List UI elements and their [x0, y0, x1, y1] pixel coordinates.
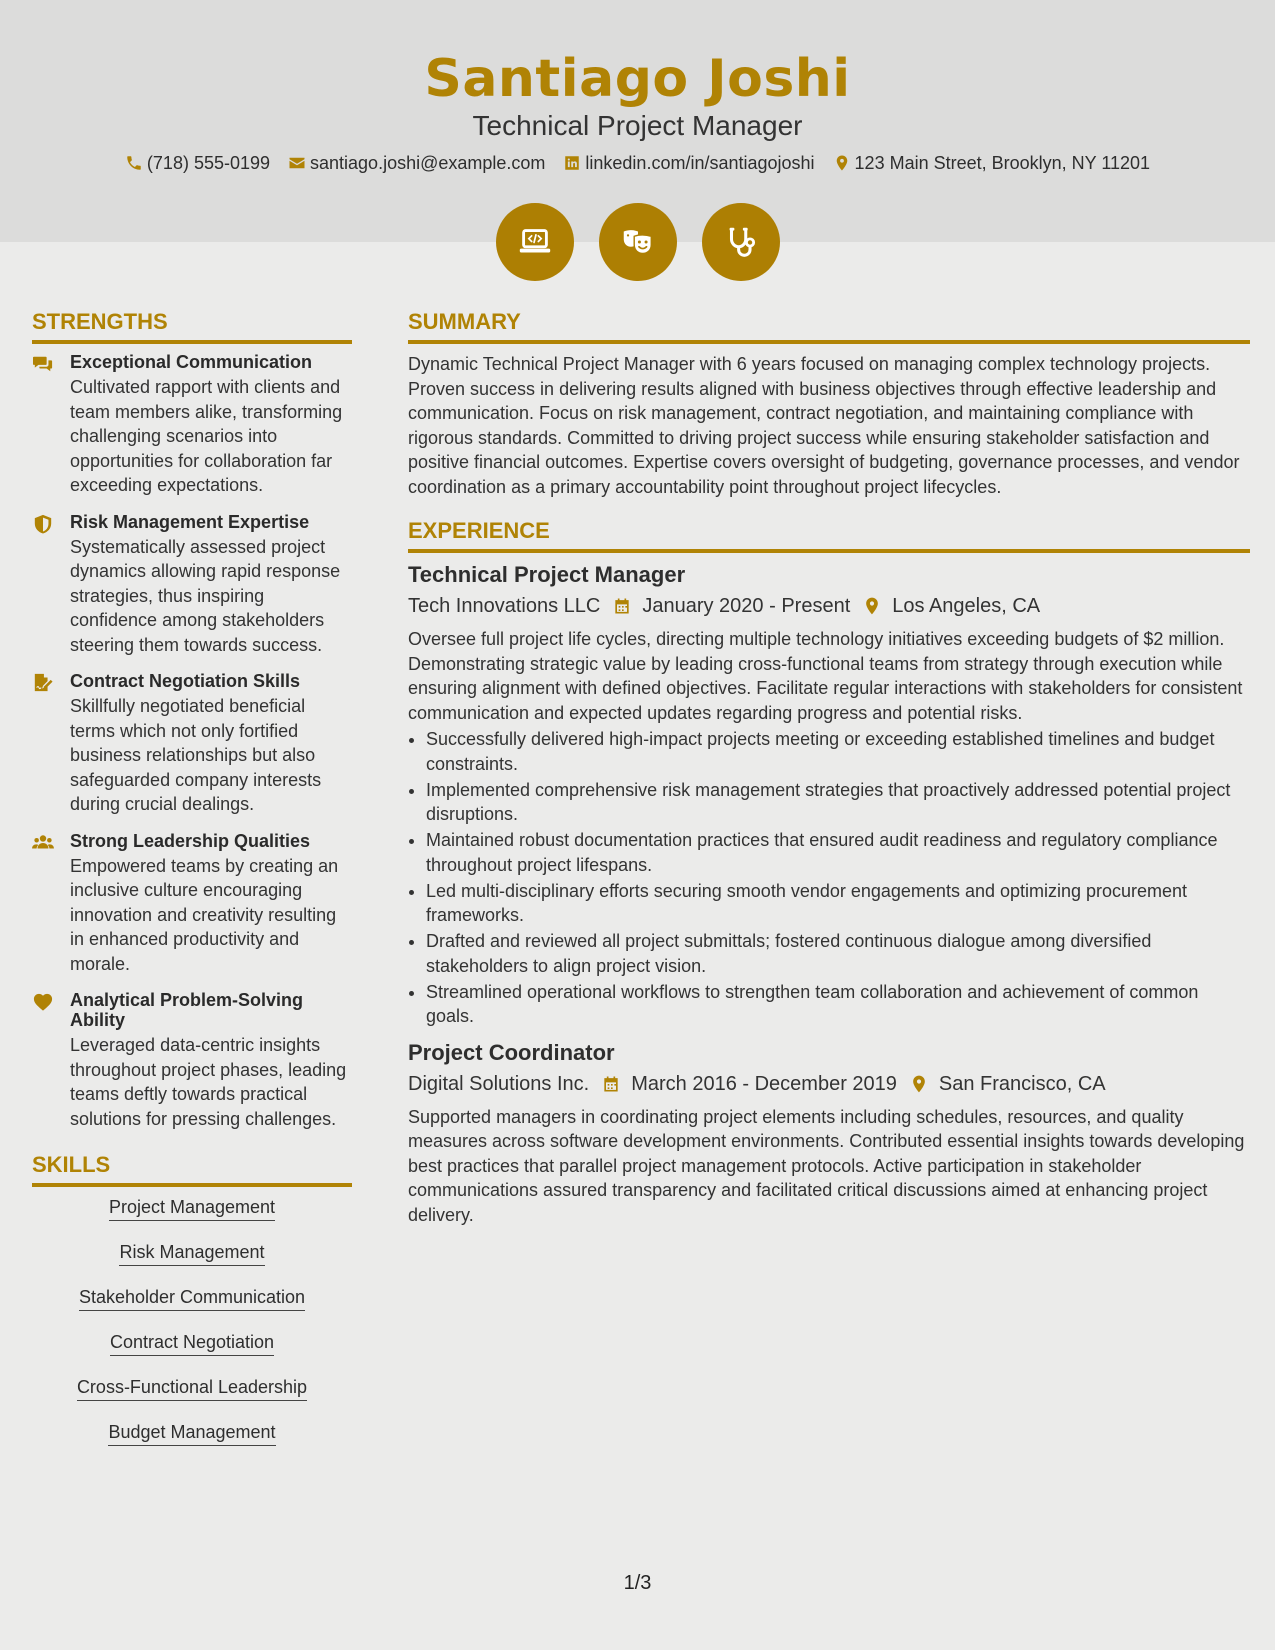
- theater-masks-badge: [599, 203, 677, 281]
- strength-item: [32, 990, 352, 1131]
- achievement-item: • Drafted and reviewed all project submittals; fostered continuous dialogue among diversified stakeholders to align project vision.: [426, 929, 1250, 978]
- job-dates: January 2020 - Present: [642, 595, 851, 617]
- linkedin-text: linkedin.com/in/santiagojoshi: [585, 153, 815, 173]
- strength-item: [32, 352, 352, 498]
- achievement-item: • Streamlined operational workflows to strengthen team collaboration and achievement of common goals.: [426, 980, 1250, 1029]
- job-location: Los Angeles, CA: [892, 595, 1041, 617]
- skill-tag: Stakeholder Communication: [79, 1285, 305, 1311]
- job-title: Project Coordinator: [408, 1039, 615, 1065]
- laptop-code-badge: [496, 203, 574, 281]
- contact-phone[interactable]: [125, 151, 270, 175]
- strength-desc: Empowered teams by creating an inclusive culture encouraging innovation and creativity resulting in enhanced productivity and morale.: [70, 855, 339, 974]
- job-meta: [408, 593, 1250, 619]
- linkedin-icon: [563, 154, 581, 172]
- candidate-role: Technical Project Manager: [472, 110, 803, 141]
- skills-heading: SKILLS: [32, 1151, 352, 1187]
- shield-icon: [32, 514, 54, 534]
- contact-bar: [0, 151, 1275, 175]
- strength-desc: Systematically assessed project dynamics allowing rapid response strategies, thus inspiring confidence among stakeholders steering them towards success.: [70, 536, 341, 655]
- stethoscope-badge: [702, 203, 780, 281]
- strength-desc: Cultivated rapport with clients and team members alike, transforming challenging scenarios into opportunities for collaboration far exceeding expectations.: [70, 377, 343, 495]
- job-entry: [408, 1039, 1250, 1228]
- envelope-icon: [288, 154, 306, 172]
- page-number: 1/3: [623, 1572, 652, 1594]
- masks-theater-icon: [619, 223, 657, 261]
- job-entry: [408, 561, 1250, 1029]
- strength-item: [32, 671, 352, 817]
- strength-title: Analytical Problem-Solving Ability: [70, 990, 304, 1030]
- skill-tag: Budget Management: [108, 1420, 275, 1446]
- experience-heading: EXPERIENCE: [408, 517, 1250, 553]
- strength-desc: Leveraged data-centric insights throughout project phases, leading teams deftly towards practical solutions for pressing challenges.: [70, 1035, 347, 1129]
- location-pin-icon: [862, 596, 882, 616]
- achievement-item: • Implemented comprehensive risk management strategies that proactively addressed potential project disruptions.: [426, 778, 1250, 827]
- calendar-icon: [612, 596, 632, 616]
- address-text: 123 Main Street, Brooklyn, NY 11201: [854, 153, 1151, 173]
- interest-badges: [0, 203, 1275, 281]
- heart-icon: [32, 992, 54, 1012]
- strength-desc: Skillfully negotiated beneficial terms which not only fortified business relationships but also safeguarded company interests during crucial dealings.: [70, 696, 322, 814]
- contact-address: [833, 151, 1151, 175]
- strength-item: [32, 512, 352, 658]
- strength-title: Strong Leadership Qualities: [70, 830, 311, 851]
- email-text: santiago.joshi@example.com: [310, 153, 546, 173]
- strengths-heading: STRENGTHS: [32, 308, 352, 344]
- location-pin-icon: [909, 1074, 929, 1094]
- left-column: [32, 308, 352, 1465]
- right-column: [408, 308, 1250, 1227]
- job-achievements: [408, 727, 1250, 1029]
- candidate-name: Santiago Joshi: [424, 49, 851, 109]
- location-pin-icon: [833, 154, 851, 172]
- phone-text: (718) 555-0199: [146, 153, 271, 173]
- calendar-icon: [601, 1074, 621, 1094]
- summary-text: Dynamic Technical Project Manager with 6 years focused on managing complex technology projects. Proven success in delivering results aligned with business objectives through effective leadership and communication. Focus on risk management, contract negotiation, and maintaining compliance with rigorous standards. Committed to driving project success while ensuring stakeholder satisfaction and positive financial outcomes. Expertise covers oversight of budgeting, governance processes, and vendor coordination as a primary accountability point throughout project lifecycles.: [408, 354, 1240, 497]
- contact-linkedin[interactable]: [563, 151, 814, 175]
- job-description: Oversee full project life cycles, directing multiple technology initiatives exceeding budgets of $2 million. Demonstrating strategic value by leading cross-functional teams from strategy through execution while ensuring alignment with defined objectives. Facilitate regular interactions with stakeholders for consistent communication and expected updates regarding progress and potential risks.: [408, 629, 1243, 723]
- skill-tag: Cross-Functional Leadership: [77, 1375, 307, 1401]
- contact-email[interactable]: [288, 151, 545, 175]
- laptop-code-icon: [516, 223, 554, 261]
- job-description: Supported managers in coordinating project elements including schedules, resources, and quality measures across software development environments. Contributed essential insights towards developing best practices that parallel project management protocols. Active participation in stakeholder communications assured transparency and facilitated critical discussions aimed at enhancing project delivery.: [408, 1106, 1245, 1225]
- users-icon: [32, 833, 54, 853]
- phone-icon: [125, 154, 143, 172]
- summary-heading: SUMMARY: [408, 308, 1250, 344]
- skills-list: [32, 1195, 352, 1465]
- achievement-item: • Successfully delivered high-impact projects meeting or exceeding established timelines and budget constraints.: [426, 727, 1250, 776]
- stethoscope-icon: [722, 223, 760, 261]
- strength-title: Contract Negotiation Skills: [70, 671, 301, 691]
- job-location: San Francisco, CA: [938, 1072, 1106, 1095]
- achievement-item: • Led multi-disciplinary efforts securing smooth vendor engagements and optimizing procurement frameworks.: [426, 879, 1250, 928]
- job-dates: March 2016 - December 2019: [631, 1072, 897, 1095]
- job-meta: [408, 1071, 1250, 1097]
- strength-title: Exceptional Communication: [70, 352, 313, 372]
- job-title: Technical Project Manager: [408, 562, 686, 587]
- skill-tag: Contract Negotiation: [110, 1330, 274, 1356]
- job-company: Tech Innovations LLC: [408, 595, 601, 617]
- job-company: Digital Solutions Inc.: [408, 1072, 590, 1095]
- file-signature-icon: [32, 673, 54, 693]
- strength-title: Risk Management Expertise: [70, 511, 310, 532]
- strength-item: [32, 831, 352, 977]
- achievement-item: • Maintained robust documentation practices that ensured audit readiness and regulatory compliance throughout project lifespans.: [426, 828, 1250, 877]
- comments-icon: [32, 354, 54, 374]
- skill-tag: Project Management: [109, 1195, 275, 1221]
- skill-tag: Risk Management: [119, 1240, 264, 1266]
